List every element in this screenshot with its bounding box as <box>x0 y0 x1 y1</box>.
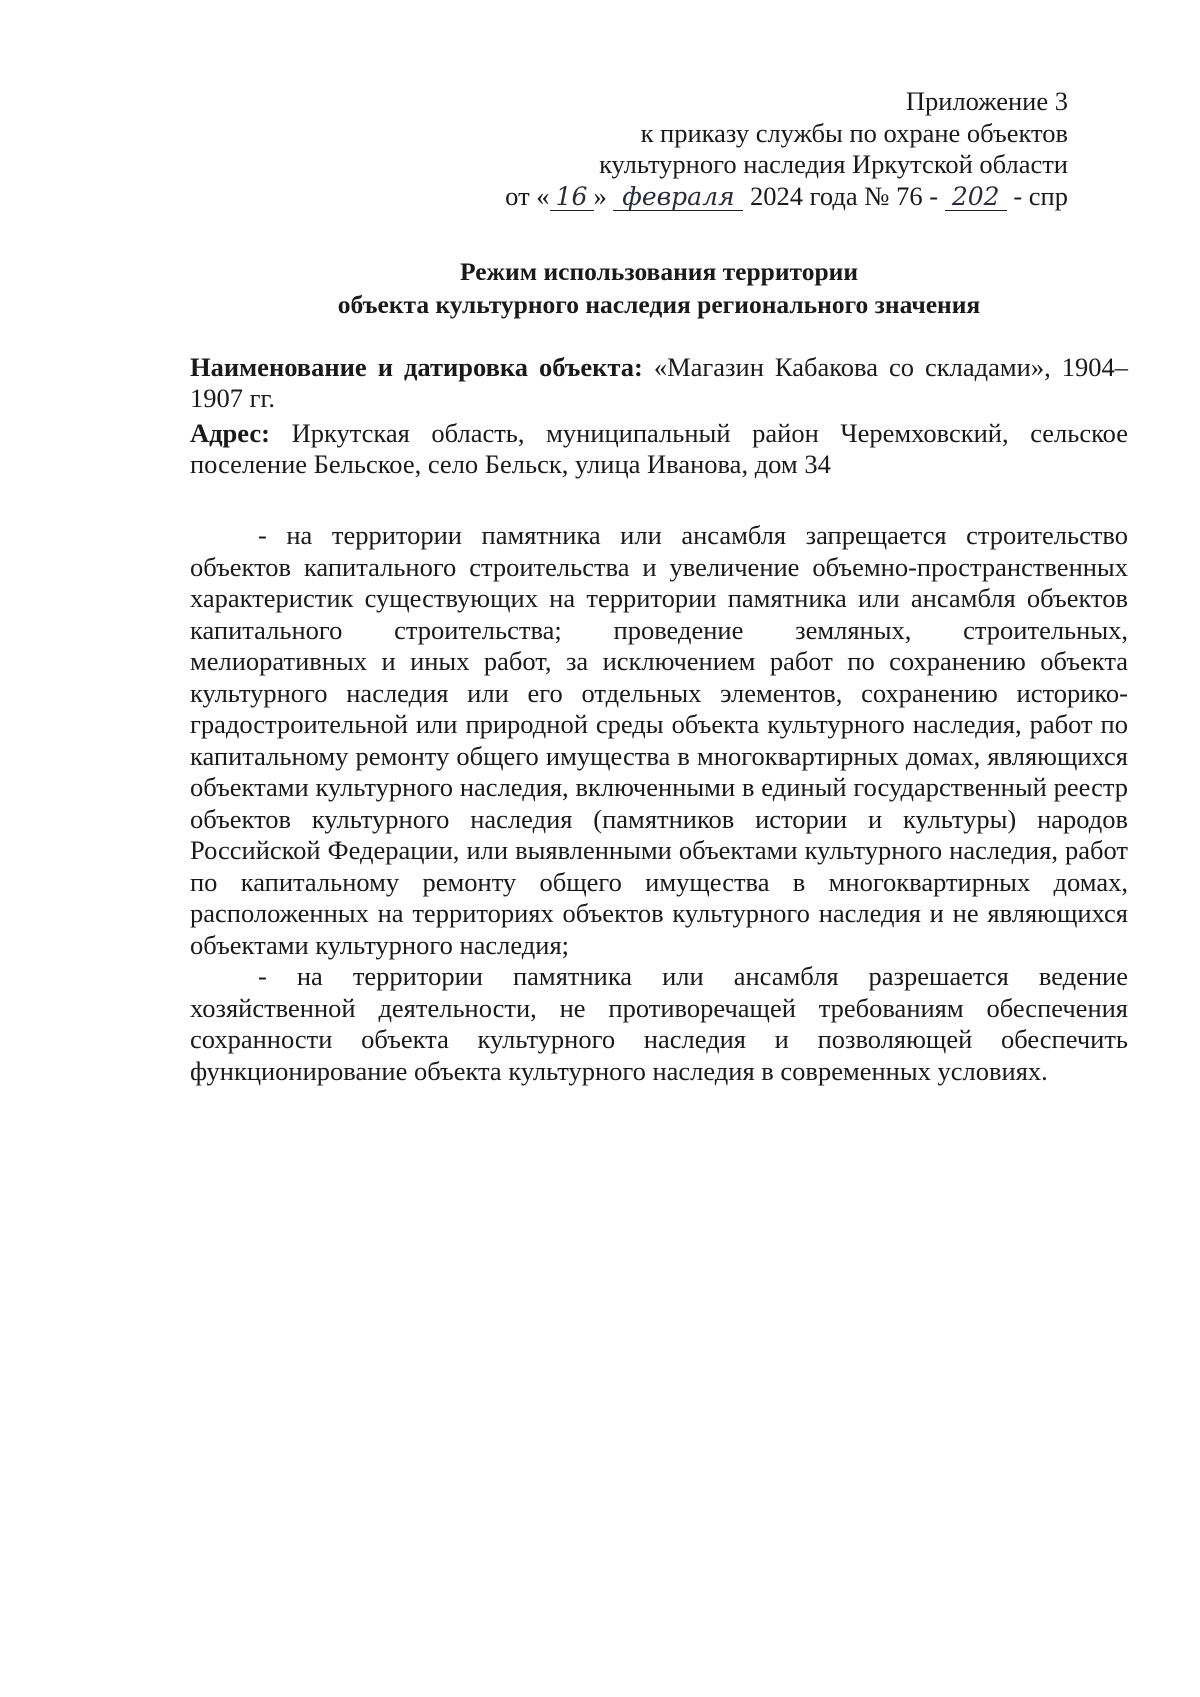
address-value: Иркутская область, муниципальный район Черемховский, сельское поселение Бельское, село Бельск, улица Иванова, дом 34 <box>190 418 1128 479</box>
handwritten-number: 202 <box>945 184 1007 211</box>
object-address <box>190 418 1128 480</box>
annex-date-line <box>505 181 1068 213</box>
title-line-1: Режим использования территории <box>459 257 859 286</box>
address-label: Адрес: <box>190 418 270 448</box>
date-prefix: от « <box>505 180 550 211</box>
paragraph-prohibitions: - на территории памятника или ансамбля запрещается строительство объектов капитального строительства и увеличение объемно-пространственных характеристик существующих на территории памятника или ансамбля объектов капитального строительства; проведение земляных, строительных, мелиоративных и иных работ, за исключением работ по сохранению объекта культурного наследия или его отдельных элементов, сохранению историко-градостроительной или природной среды объекта культурного наследия, работ по капитальному ремонту общего имущества в многоквартирных домах, являющихся объектами культурного наследия, включенными в единый государственный реестр объектов культурного наследия (памятников истории и культуры) народов Российской Федерации, или выявленными объектами культурного наследия, работ по капитальному ремонту общего имущества в многоквартирных домах, расположенных на территориях объектов культурного наследия и не являющихся объектами культурного наследия; <box>190 520 1128 960</box>
number-suffix: - спр <box>1013 180 1068 211</box>
handwritten-day: 16 <box>550 184 594 211</box>
object-name <box>190 352 1128 414</box>
document-title <box>190 255 1128 321</box>
date-mid: » <box>593 180 607 211</box>
annex-order-ref: к приказу службы по охране объектов <box>640 117 1068 148</box>
regime-text <box>190 520 1128 1087</box>
paragraph-permissions: - на территории памятника или ансамбля разрешается ведение хозяйственной деятельности, не противоречащей требованиям обеспечения сохранности объекта культурного наследия и позволяющей обеспечить функционирование объекта культурного наследия в современных условиях. <box>190 961 1128 1086</box>
handwritten-month: февраля <box>613 184 743 211</box>
date-suffix: 2024 года № 76 - <box>750 180 939 211</box>
annex-authority: культурного наследия Иркутской области <box>599 149 1068 179</box>
annex-number: Приложение 3 <box>905 86 1068 116</box>
object-name-label: Наименование и датировка объекта: <box>190 352 643 382</box>
title-line-2: объекта культурного наследия регионального значения <box>337 290 981 319</box>
object-name-value: «Магазин Кабакова со складами», 1904–1907 гг. <box>190 352 1129 413</box>
annex-header <box>505 86 1068 212</box>
